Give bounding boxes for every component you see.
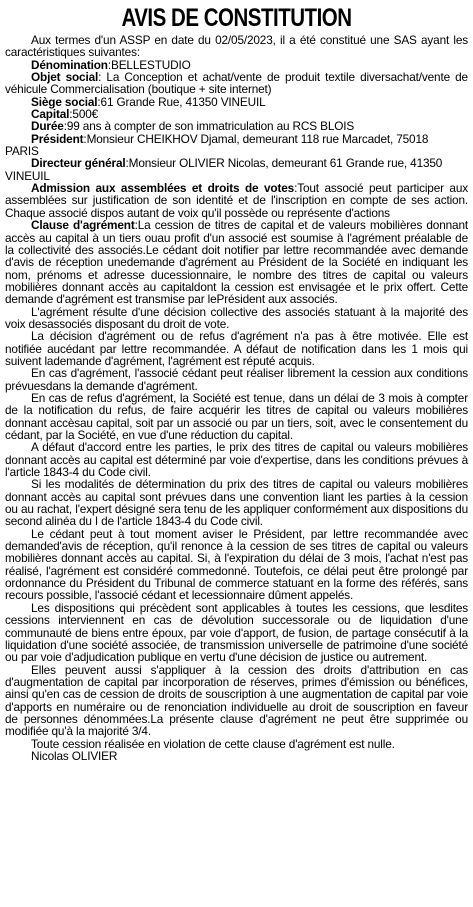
field-label: Durée: [31, 119, 64, 134]
company-fields: [5, 59, 468, 306]
field-value: Monsieur OLIVIER Nicolas, demeurant 61 Grande rue, 41350: [128, 156, 443, 171]
field-label: Objet social: [31, 70, 99, 85]
field-value: La Conception et achat/vente de produit textile diversachat/vente de véhicule Commercialisation (boutique + site internet): [5, 70, 468, 97]
field-separator: :: [98, 70, 107, 85]
clause-paragraphs: [5, 306, 468, 750]
notice-body: [5, 34, 468, 762]
field-separator: :: [107, 57, 111, 72]
clause-paragraph: Toute cession réalisée en violation de cette clause d'agrément est nulle.: [31, 736, 395, 751]
field-7: [5, 182, 468, 219]
field-separator: :: [97, 94, 101, 109]
clause-paragraph: La décision d'agrément ou de refus d'agrément n'a pas à être motivée. Elle est notifiée aucédant par lettre recommandée. A défaut de notification dans les 1 mois qui suivent lademande d'agrément, l'agrément est réputé acquis.: [5, 329, 468, 368]
field-8: [5, 219, 468, 305]
field-value: 61 Grande Rue, 41350 VINEUIL: [100, 94, 266, 109]
field-separator: :: [294, 181, 298, 196]
field-value: BELLESTUDIO: [111, 57, 191, 72]
field-separator: :: [83, 131, 87, 146]
clause-paragraph: Si les modalités de détermination du prix des titres de capital ou valeurs mobilières donnant accès au capital sont prévues dans une convention liant les parties à la cession ou au rachat, l'expert désigné sera tenu de les appliquer conformément aux dispositions du second alinéa du I de l'article 1843-4 du Code civil.: [5, 477, 468, 529]
field-6: [5, 157, 468, 169]
clause-paragraph: Le cédant peut à tout moment aviser le Président, par lettre recommandée avec demanded'avis de réception, qu'il renonce à la cession de ses titres de capital ou valeurs mobilières donnant accès au capital. Si, à l'expiration du délai de 3 mois, l'achat n'est pas réalisé, l'agrément est considéré commedonné. Toutefois, ce délai peut être prolongé par ordonnance du Président du Tribunal de commerce statuant en la forme des référés, sans recours possible, l'associé cédant et lecessionnaire dûment appelés.: [5, 526, 468, 603]
field-separator: :: [69, 107, 73, 122]
field-label: Capital: [31, 107, 70, 122]
field-label: Admission aux assemblées et droits de votes: [31, 181, 295, 196]
field-label: Directeur général: [31, 156, 126, 171]
field-separator: :: [134, 218, 138, 233]
field-label: Clause d'agrément: [31, 218, 135, 233]
clause-paragraph: En cas d'agrément, l'associé cédant peut réaliser librement la cession aux conditions prévuesdans la demande d'agrément.: [5, 366, 468, 393]
field-separator: :: [63, 119, 67, 134]
clause-paragraph: En cas de refus d'agrément, la Société est tenue, dans un délai de 3 mois à compter de la notification du refus, de faire acquérir les titres de capital ou valeurs mobilières donnant accèsau capital, soit par un associé ou par un tiers, soit, avec le consentement du cédant, par la Société, en vue d'une réduction du capital.: [5, 390, 468, 442]
signature: Nicolas OLIVIER: [31, 748, 118, 763]
intro-paragraph: Aux termes d'un ASSP en date du 02/05/2023, il a été constitué une SAS ayant les caractéristiques suivantes:: [5, 33, 468, 60]
field-value: 99 ans à compter de son immatriculation au RCS BLOIS: [66, 119, 355, 134]
field-value: 500€: [72, 107, 99, 122]
clause-paragraph: A défaut d'accord entre les parties, le prix des titres de capital ou valeurs mobilières donnant accès au capital est déterminé par voie d'expertise, dans les conditions prévues à l'article 1843-4 du Code civil.: [5, 440, 468, 480]
field-label: Dénomination: [31, 57, 108, 72]
clause-paragraph: Elles peuvent aussi s'appliquer à la cession des droits d'attribution en cas d'augmentation de capital par incorporation de réserves, primes d'émission ou bénéfices, ainsi qu'en cas de cession de droits de souscription à une augmentation de capital par voie d'apports en numéraire ou de renonciation individuelle au droit de souscription en faveur de personnes dénommées.La présente clause d'agrément ne peut être supprimée ou modifiée qu'à la majorité 3/4.: [5, 662, 468, 739]
clause-paragraph: Les dispositions qui précèdent sont applicables à toutes les cessions, que lesdites cessions interviennent en cas de dévolution successorale ou de liquidation d'une communauté de biens entre époux, par voie d'apport, de fusion, de partage consécutif à la liquidation d'une société associée, de transmission universelle de patrimoine d'une société ou par voie d'adjudication publique en vertu d'une décision de justice ou autrement.: [5, 600, 468, 665]
field-1: [5, 71, 468, 96]
field-continuation: VINEUIL: [5, 168, 50, 183]
field-label: Président: [31, 131, 84, 146]
field-label: Siège social: [31, 94, 98, 109]
field-continuation: PARIS: [5, 144, 39, 159]
notice-title: AVIS DE CONSTITUTION: [121, 4, 352, 32]
field-value: La cession de titres de capital et de valeurs mobilières donnant accès au capital à un tiers ouau profit d'un associé est soumise à l'agrément préalable de la collectivité des associés.Le cédant doit notifier par lettre recommandée avec demande d'avis de réception unedemande d'agrément au Président de la Société en indiquant les nom, prénoms et adresse ducessionnaire, le nombre des titres de capital ou valeurs mobilières donnant accès au capitaldont la cession est envisagée et le prix offert. Cette demande d'agrément est transmise par lePrésident aux associés.: [5, 218, 468, 307]
clause-paragraph: L'agrément résulte d'une décision collective des associés statuant à la majorité des voix desassociés disposant du droit de vote.: [5, 304, 468, 331]
field-value: Monsieur CHEIKHOV Djamal, demeurant 118 rue Marcadet, 75018: [86, 131, 429, 146]
field-value: Tout associé peut participer aux assemblées sur justification de son identité et de l'inscription en compte de ses action. Chaque associé dispos autant de voix qu'il possède ou représente d'actions: [5, 181, 469, 220]
field-separator: :: [125, 156, 129, 171]
field-5: [5, 133, 468, 145]
